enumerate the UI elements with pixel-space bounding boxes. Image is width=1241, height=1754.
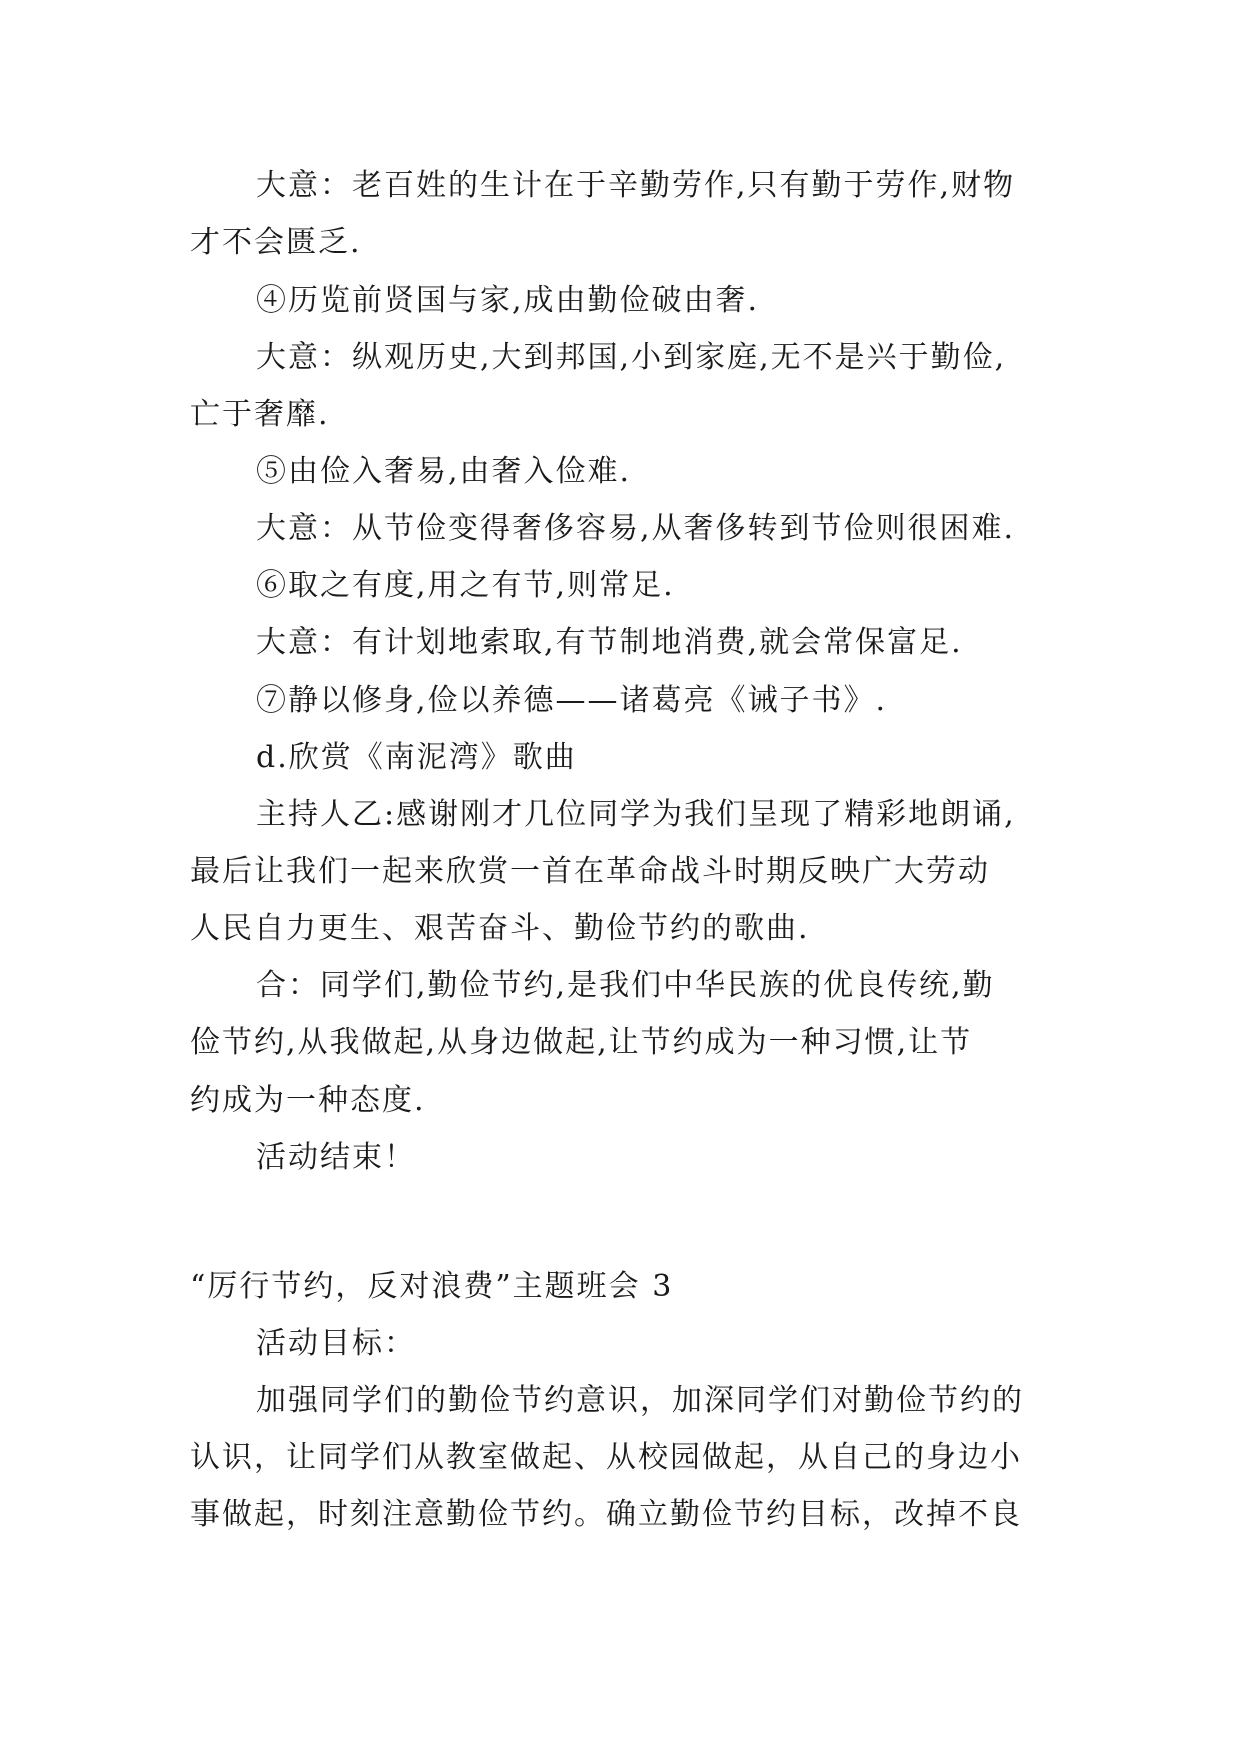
section-title: “厉行节约，反对浪费”主题班会 3 xyxy=(190,1269,674,1304)
paragraph-line: 活动结束！ xyxy=(256,1140,416,1175)
paragraph-line: 大意：从节俭变得奢侈容易,从奢侈转到节俭则很困难. xyxy=(256,511,1016,546)
paragraph-line: 亡于奢靡. xyxy=(190,397,330,432)
paragraph-line: 事做起，时刻注意勤俭节约。确立勤俭节约目标，改掉不良 xyxy=(190,1497,1022,1532)
paragraph-line: 人民自力更生、艰苦奋斗、勤俭节约的歌曲. xyxy=(190,911,810,946)
paragraph-line: 俭节约,从我做起,从身边做起,让节约成为一种习惯,让节 xyxy=(190,1025,973,1060)
paragraph-line: d.欣赏《南泥湾》歌曲 xyxy=(256,740,577,775)
paragraph-line: 合：同学们,勤俭节约,是我们中华民族的优良传统,勤 xyxy=(256,968,995,1003)
paragraph-line: 认识，让同学们从教室做起、从校园做起，从自己的身边小 xyxy=(190,1440,1022,1475)
quote-line: ⑦静以修身,俭以养德——诸葛亮《诫子书》. xyxy=(256,683,888,718)
paragraph-line: 最后让我们一起来欣赏一首在革命战斗时期反映广大劳动 xyxy=(190,854,990,889)
paragraph-line: 大意：纵观历史,大到邦国,小到家庭,无不是兴于勤俭, xyxy=(256,340,1007,375)
quote-line: ④历览前贤国与家,成由勤俭破由奢. xyxy=(256,283,760,318)
paragraph-line: 大意：老百姓的生计在于辛勤劳作,只有勤于劳作,财物 xyxy=(256,168,1016,203)
paragraph-line: 才不会匮乏. xyxy=(190,225,362,260)
paragraph-line: 主持人乙:感谢刚才几位同学为我们呈现了精彩地朗诵, xyxy=(256,797,1016,832)
quote-line: ⑥取之有度,用之有节,则常足. xyxy=(256,568,675,603)
quote-line: ⑤由俭入奢易,由奢入俭难. xyxy=(256,454,632,489)
paragraph-line: 加强同学们的勤俭节约意识，加深同学们对勤俭节约的 xyxy=(256,1383,1024,1418)
paragraph-line: 活动目标： xyxy=(256,1326,416,1361)
paragraph-line: 大意：有计划地索取,有节制地消费,就会常保富足. xyxy=(256,625,963,660)
paragraph-line: 约成为一种态度. xyxy=(190,1083,426,1118)
